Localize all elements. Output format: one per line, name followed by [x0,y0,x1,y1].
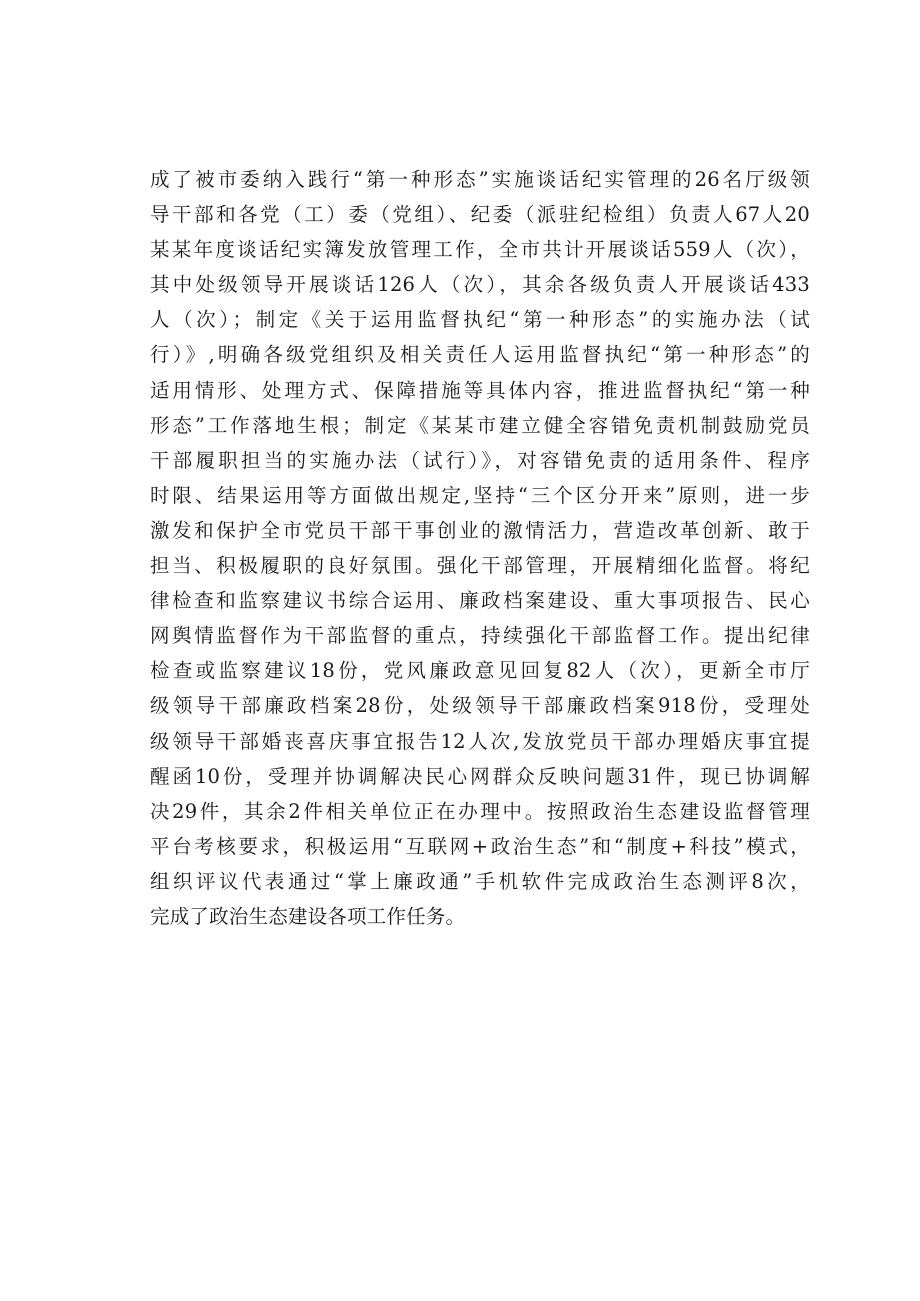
text-line: 适用情形、处理方式、保障措施等具体内容，推进监督执纪“第一种 [150,378,810,402]
text-line: 完成了政治生态建设各项工作任务。 [150,904,466,928]
text-line: 级领导干部婚丧喜庆事宜报告12人次,发放党员干部办理婚庆事宜提 [150,729,810,753]
text-line: 某某年度谈话纪实簿发放管理工作，全市共计开展谈话559人（次）， [150,238,810,262]
text-line: 平台考核要求，积极运用“互联网+政治生态”和“制度+科技”模式， [150,834,810,858]
text-line: 决29件，其余2件相关单位正在办理中。按照政治生态建设监督管理 [150,799,810,823]
body-paragraph [150,162,810,934]
text-line: 行）》,明确各级党组织及相关责任人运用监督执纪“第一种形态”的 [150,343,810,367]
text-line: 干部履职担当的实施办法（试行）》，对容错免责的适用条件、程序 [150,448,810,472]
text-line: 组织评议代表通过“掌上廉政通”手机软件完成政治生态测评8次， [150,869,810,893]
text-line: 律检查和监察建议书综合运用、廉政档案建设、重大事项报告、民心 [150,589,810,613]
text-line: 担当、积极履职的良好氛围。强化干部管理，开展精细化监督。将纪 [150,554,810,578]
text-line: 醒函10份，受理并协调解决民心网群众反映问题31件，现已协调解 [150,764,810,788]
text-line: 网舆情监督作为干部监督的重点，持续强化干部监督工作。提出纪律 [150,624,810,648]
text-line: 激发和保护全市党员干部干事创业的激情活力，营造改革创新、敢于 [150,518,810,542]
text-line: 人（次）；制定《关于运用监督执纪“第一种形态”的实施办法（试 [150,308,810,332]
text-line: 检查或监察建议18份，党风廉政意见回复82人（次），更新全市厅 [150,659,810,683]
text-line: 其中处级领导开展谈话126人（次），其余各级负责人开展谈话433 [150,273,810,297]
text-line: 级领导干部廉政档案28份，处级领导干部廉政档案918份，受理处 [150,694,810,718]
text-line: 时限、结果运用等方面做出规定,坚持“三个区分开来”原则，进一步 [150,483,810,507]
text-line: 导干部和各党（工）委（党组）、纪委（派驻纪检组）负责人67人20 [150,203,810,227]
text-line: 成了被市委纳入践行“第一种形态”实施谈话纪实管理的26名厅级领 [150,168,810,191]
text-line: 形态”工作落地生根；制定《某某市建立健全容错免责机制鼓励党员 [150,413,810,437]
